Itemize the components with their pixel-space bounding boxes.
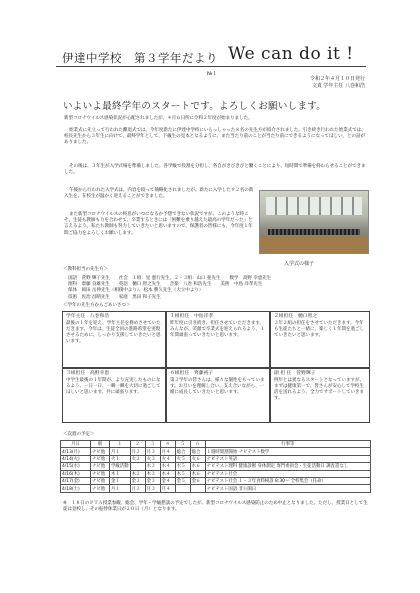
greeting-body: ３年２組の担任をさせていただきます。今年も生徒たちと一緒に、楽しく１年間を過ごしていきたいと思います。: [274, 321, 364, 338]
table-cell: 火４: [160, 455, 175, 462]
greeting-title: 副 担 任 菅野輝子: [274, 371, 316, 376]
table-cell: 水５: [175, 463, 190, 470]
column-header: 行事等: [205, 441, 370, 448]
greetings-heading: ＜学年の先生方からごあいさつ＞: [63, 303, 131, 308]
table-cell: 金２: [130, 477, 145, 484]
greeting-box: [270, 311, 370, 368]
table-cell: 4/18(土): [61, 485, 91, 492]
table-cell: 金１: [110, 477, 131, 484]
table-cell: [130, 463, 145, 470]
teachers-line: 理科 齋藤 良雄先生 英語 樋口 智之先生 音楽 八巻 和浩先生 美術 中島 洋孝先生: [68, 282, 263, 288]
photo-caption: 入学式の様子: [284, 261, 315, 267]
table-cell: 木５: [175, 470, 190, 477]
greeting-body: 最後の１年を迎え、学年主任を務めさせていただきます。今年は、生徒全員の進路希望を実現させるために、しっかり支援していきたいと思います。: [66, 321, 161, 344]
lead-headline: いよいよ最終学年のスタートです。よろしくお願いします。: [63, 101, 327, 112]
header-divider: [56, 66, 366, 67]
issue-date: [301, 76, 365, 90]
table-cell: 月４: [160, 448, 175, 455]
table-cell: [175, 485, 190, 492]
table-cell: 月４: [160, 485, 175, 492]
greeting-title: 学年主任 八巻和浩: [66, 314, 110, 319]
table-row: [61, 455, 371, 462]
table-cell: ナビ他: [91, 448, 110, 455]
table-cell: 金６: [190, 477, 205, 484]
paragraph-4: 午後から行われた入学式は、内容を絞って簡略化されましたが、新たに入学した９２名の新入生を、在校生が温かく迎えることができました。: [64, 188, 254, 200]
greeting-box: [166, 368, 270, 423]
entrance-ceremony-photo: [259, 190, 369, 254]
schedule-table: [60, 440, 371, 493]
column-header: ６: [190, 441, 205, 448]
teachers-line: 保体 岡田 岳伸先生（相撲中より）、松本 勝久先生（大立中より）: [68, 288, 204, 294]
table-cell: ナビ他: [91, 455, 110, 462]
table-cell: 金５: [175, 477, 190, 484]
greeting-body: 例年とは異なるスタートとなっていますが、まずは健康第一で、皆さんが安心して学校生活を送れるよう、全力でサポートしていきます。: [274, 378, 364, 401]
table-cell: 火５: [175, 455, 190, 462]
greeting-body: 第３学年の皆さんは、様々な個性をもっています。お互いを理解し合い、支え合いながら、一緒に成長していきたいと思います。: [170, 378, 265, 395]
class-motto: We can do it !: [228, 44, 354, 64]
table-cell: 総合: [175, 448, 190, 455]
schedule-header-row: [61, 441, 371, 448]
table-cell: ナビ他: [91, 470, 110, 477]
table-cell: 水４: [160, 463, 175, 470]
table-cell: 月２: [130, 448, 145, 455]
table-cell: 水６: [190, 463, 205, 470]
table-cell: 総合: [190, 448, 205, 455]
table-cell: 4/13(月): [61, 448, 91, 455]
table-cell: 火３: [145, 455, 160, 462]
greeting-body: 中学生最後の１年間が、より充実したものになるよう、一日一日、一瞬一瞬を大切に過ごしてほしいと思います。共に頑張ります。: [66, 378, 161, 395]
paragraph-5: また新型コロナウイルスの終息がいつになるか予想できない状況ですが、このような時こそ、生徒も教師も力を合わせて、卒業するときには「困難を乗り越えた最高の学年だった」と言えるよう、私たち教師も努力していきたいと思いますので、保護者の皆様にも、今年度１年間ご協力をよろしくお願いします。: [64, 212, 253, 236]
paragraph-2: 始業式に先立って行われた離退式では、今年度新たに伊達中学校にいらっしゃった８名の先生方が紹介されました。引き続き行われた始業式では、校長先生から３年生に向けて、最終学年として、下級生の見本となるように、また当たり前のことが当たり前にできるようになってほしい、との話がありました。: [64, 128, 366, 146]
greeting-box: [62, 311, 166, 368]
newsletter-title: 伊達中学校 第３学年だより: [62, 51, 218, 65]
author: 文責 学年主任 八巻和浩: [311, 83, 365, 89]
teachers-line: 国語 菅野 輝子先生 社会 １組：星 憲行先生、２・３組：山口 亜先生 数学 高野 幸恵先生: [68, 276, 272, 281]
table-cell: 月３: [145, 485, 160, 492]
table-cell: 火２: [130, 455, 145, 462]
table-cell: 木６: [190, 470, 205, 477]
paragraph-3: その後は、３年生が入学式場を準備しました。各学級で役割を分担し、各自がきびきびと働くことにより、短時間で準備を終わらせることができました。: [64, 164, 366, 176]
table-cell: 学級活動: [111, 464, 129, 470]
column-header: １: [110, 441, 131, 448]
table-row: [61, 463, 371, 470]
table-cell: 火６: [190, 455, 205, 462]
table-row: [61, 448, 371, 455]
footer-note: ※ １８日のＰＴＡ授業参観、総会、学年・学級懇談の予定でしたが、新型コロナウイルス感染防止のため中止となりました。ただし、授業日として生徒は登校し、その振替休業日が２０日（月）となります。: [63, 501, 368, 513]
table-row: [61, 477, 371, 484]
column-header: ５: [175, 441, 190, 448]
schedule-heading: ＜次週の予定＞: [63, 432, 95, 437]
table-cell: 月１: [110, 485, 131, 492]
table-cell: ナビテスト社会 １・３年食料検診 8:30〜 全校集会（任命）: [205, 477, 370, 484]
column-header: ４: [160, 441, 175, 448]
greeting-title: ２組担任 樋口智之: [274, 314, 318, 319]
table-cell: 4/17(金): [61, 477, 91, 484]
table-cell: 4/14(火): [61, 455, 91, 462]
column-header: ２: [130, 441, 145, 448]
table-cell: 火１: [110, 455, 131, 462]
table-cell: ナビテスト国語 非公開日: [205, 485, 370, 492]
greeting-body: 昨年度に引き続き、担任させていただきます。みんなが、笑顔で卒業式を迎えられるよう、１年間頑張っていきたいと思います。: [170, 321, 265, 338]
teachers-list: [68, 276, 368, 301]
table-cell: 月２: [130, 485, 145, 492]
table-cell: ナビ他: [91, 477, 110, 484]
table-cell: 水３: [145, 463, 160, 470]
column-header: ３: [145, 441, 160, 448]
table-row: [61, 470, 371, 477]
greeting-box: [270, 368, 370, 423]
column-header: 朝: [91, 441, 110, 448]
table-cell: 木１: [110, 470, 131, 477]
table-cell: ナビテスト英語: [205, 455, 370, 462]
table-cell: ナビ他: [91, 485, 110, 492]
issue-number: №１: [207, 71, 218, 77]
greeting-title: ３組担任 高野幸恵: [66, 371, 110, 376]
paragraph-1: 新型コロナウイルス感染状況が心配されましたが、４月６日所に令和２年度が始まりました。: [64, 116, 253, 121]
table-cell: ナビ他: [91, 463, 110, 470]
table-cell: ナビテスト社会: [205, 470, 370, 477]
table-cell: 木４: [160, 470, 175, 477]
table-cell: 4/16(木): [61, 470, 91, 477]
teachers-line: 技術 佐治 昌晴先生 家庭 黒田 和子先生: [68, 294, 161, 300]
table-row: [61, 485, 371, 492]
table-cell: 月１: [110, 448, 131, 455]
greeting-title: １組担任 中島洋孝: [170, 314, 214, 319]
table-cell: 4/15(水): [61, 463, 91, 470]
table-cell: 月３: [145, 448, 160, 455]
greeting-box: [62, 368, 166, 423]
table-cell: 金４: [160, 477, 175, 484]
table-cell: １週時間割開始 ナビテスト数学: [205, 448, 370, 455]
column-header: 月日: [61, 441, 91, 448]
teachers-heading: ＜教科担当の先生方＞: [63, 267, 108, 272]
table-cell: 金３: [145, 477, 160, 484]
greeting-box: [166, 311, 270, 368]
publish-date: 令和２年４月１０日発行: [309, 76, 365, 82]
table-cell: ナビテスト理科 健康診断 身体測定 専門委員会・生徒活動日 調査書なし: [205, 463, 370, 470]
table-cell: [190, 485, 205, 492]
table-cell: 木２: [130, 470, 145, 477]
greeting-title: ６組担任 齊藤裕子: [170, 371, 214, 376]
table-cell: 木３: [145, 470, 160, 477]
